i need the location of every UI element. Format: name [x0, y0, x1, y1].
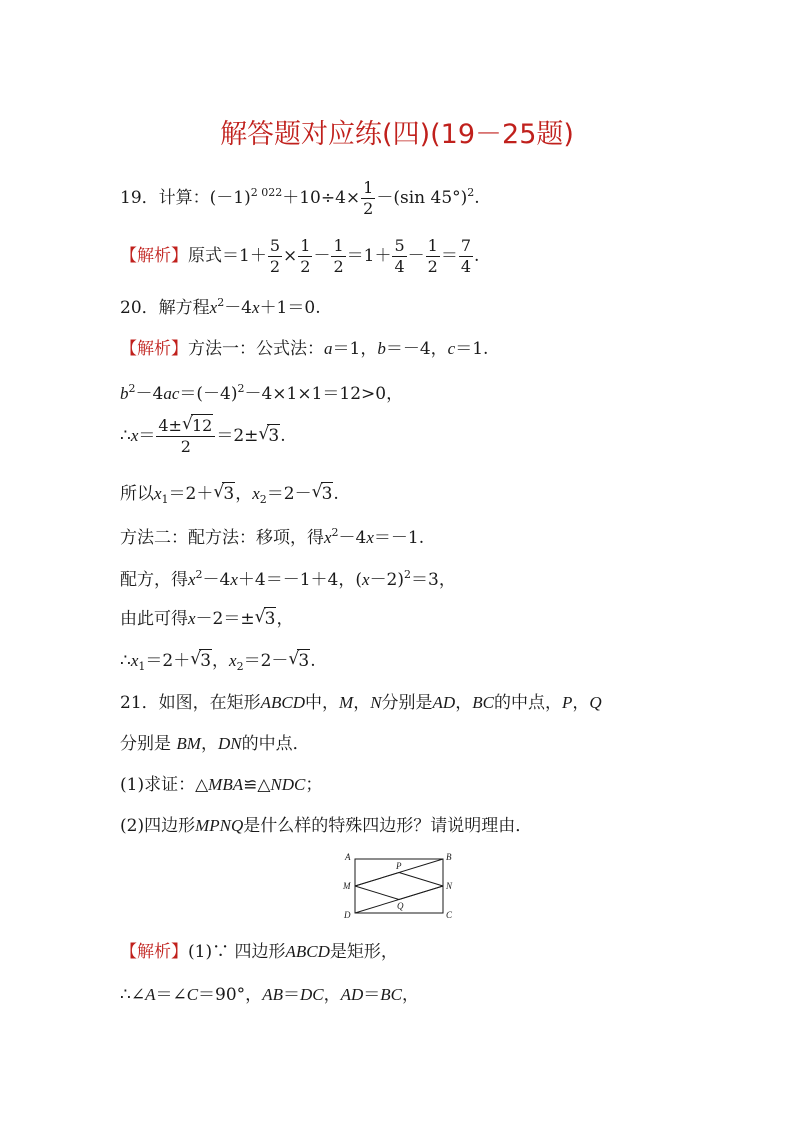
var-x: x	[154, 484, 162, 503]
q19-text: 计算：(－1)	[158, 188, 251, 208]
exp: 2	[404, 568, 412, 581]
frac-num: 5	[394, 236, 405, 255]
frac-den: 2	[427, 257, 438, 276]
subscript: 2	[259, 493, 267, 506]
label-dc: DC	[299, 985, 324, 1004]
var-x: x	[324, 528, 332, 547]
text: 所以	[120, 484, 154, 504]
frac-den: 2	[300, 257, 311, 276]
label-q: Q	[589, 693, 602, 712]
text: －4	[338, 528, 367, 548]
label-abcd: ABCD	[285, 942, 330, 961]
sqrt	[190, 649, 212, 671]
var-x: x	[188, 609, 196, 628]
text: －2)	[369, 570, 405, 590]
sqrt	[181, 414, 213, 435]
seg-mp	[355, 873, 399, 887]
frac-den: 4	[394, 257, 405, 276]
fraction	[361, 180, 375, 217]
radicand: 12	[191, 416, 213, 435]
radical-sign: √	[181, 414, 193, 434]
vertex-n: N	[446, 881, 453, 891]
text: ＝3，	[411, 570, 456, 590]
text: 是什么样的特殊四边形？请说明理由．	[243, 816, 533, 836]
text: ∴∠	[120, 985, 146, 1005]
answer-20-line-1	[120, 340, 488, 358]
text: －4	[202, 570, 231, 590]
exp: 2	[217, 296, 225, 309]
vertex-c: C	[446, 910, 453, 920]
text: ＝2－	[243, 651, 289, 671]
text: 分别是	[120, 734, 177, 754]
text: ＝－1.	[373, 528, 425, 548]
radicand: 3	[223, 484, 235, 504]
q19-exp: 2 022	[250, 186, 283, 199]
label-mpnq: MPNQ	[195, 816, 244, 835]
text: ，	[455, 693, 473, 713]
label-a: A	[145, 985, 156, 1004]
frac-den: 2	[333, 257, 344, 276]
radical-sign: √	[288, 649, 300, 669]
label-bm: BM	[176, 734, 201, 753]
fraction	[156, 414, 215, 456]
answer-20-line-3	[120, 414, 286, 456]
sqrt	[311, 482, 334, 504]
text: ，	[323, 985, 341, 1005]
exp: 2	[331, 526, 339, 539]
therefore: ∴	[120, 426, 131, 446]
text: 如图，在矩形	[158, 693, 261, 713]
text: ＝	[363, 985, 381, 1005]
radical-sign: √	[311, 482, 323, 502]
frac-num	[156, 414, 215, 437]
text: ＝∠	[155, 985, 187, 1005]
subscript: 2	[236, 660, 244, 673]
label-bc: BC	[380, 985, 402, 1004]
q20-text: 解方程	[158, 298, 210, 318]
text: ，	[402, 985, 419, 1005]
q19-end: .	[474, 188, 480, 208]
text: ＝2±	[216, 426, 259, 446]
text: .	[333, 484, 339, 504]
text: 的中点．	[241, 734, 310, 754]
text: ＝2＋	[145, 651, 191, 671]
analysis-label: 【解析】	[120, 246, 188, 266]
text: ＝2＋	[168, 484, 214, 504]
fraction	[298, 238, 312, 275]
text: ＝2－	[266, 484, 312, 504]
label-ad: AD	[340, 985, 364, 1004]
label-c: C	[186, 985, 199, 1004]
a-val: ＝1，	[332, 339, 378, 359]
method-1: 方法一：公式法：	[188, 339, 324, 359]
var-x: x	[230, 570, 238, 589]
var-b: b	[377, 339, 386, 358]
q19-tail: －(sin 45°)	[376, 188, 468, 208]
question-number: 20．	[120, 298, 159, 318]
text: 由此可得	[120, 609, 188, 629]
page-title: 解答题对应练(四)(19－25题)	[220, 119, 574, 150]
text: ＝90°，	[198, 985, 263, 1005]
question-21-line-1	[120, 694, 602, 712]
label-bc: BC	[472, 693, 494, 712]
answer-20-line-7	[120, 607, 294, 629]
question-number: 21．	[120, 693, 159, 713]
sqrt	[213, 482, 235, 504]
subscript: 1	[138, 660, 146, 673]
text: ≌△	[243, 775, 271, 795]
text: ，	[212, 651, 230, 671]
sqrt	[258, 424, 280, 446]
var-x: x	[209, 298, 218, 317]
fraction	[331, 238, 345, 275]
question-19	[120, 180, 480, 217]
var-x: x	[229, 651, 237, 670]
seg-pn	[399, 873, 443, 887]
rectangle-figure	[340, 851, 460, 921]
vertex-d: D	[344, 910, 351, 920]
label-n: N	[370, 693, 382, 712]
text: ，	[276, 609, 294, 629]
therefore: ∴	[120, 651, 131, 671]
answer-21-line-1	[120, 943, 398, 961]
text: ＝(－4)	[179, 384, 238, 404]
question-number: 19．	[120, 188, 159, 208]
exp: 2	[195, 568, 203, 581]
frac-num: 1	[333, 236, 344, 255]
frac-num: 1	[300, 236, 311, 255]
radicand: 3	[298, 651, 310, 671]
q20-rest: －4	[224, 298, 253, 318]
radicand: 3	[200, 651, 212, 671]
frac-den: 2	[269, 257, 281, 276]
radicand: 3	[321, 484, 333, 504]
text: 的中点，	[493, 693, 562, 713]
question-21-line-2	[120, 735, 310, 753]
sqrt	[254, 607, 277, 629]
radicand: 3	[268, 426, 280, 446]
label-ab: AB	[262, 985, 283, 1004]
analysis-label: 【解析】	[120, 942, 188, 962]
subscript: 1	[161, 493, 169, 506]
var-x: x	[252, 484, 260, 503]
text: －2＝±	[195, 609, 255, 629]
text: (1)求证：△	[120, 775, 209, 795]
answer-20-line-5	[120, 527, 424, 547]
vertex-b: B	[446, 852, 452, 862]
label-p: P	[561, 693, 573, 712]
text: 分别是	[381, 693, 433, 713]
text: 是矩形，	[329, 942, 398, 962]
b-val: ＝－4，	[385, 339, 448, 359]
a19-lead: 原式＝1＋	[188, 246, 267, 266]
text: ，	[200, 734, 218, 754]
q20-rest2: ＋1＝0.	[259, 298, 321, 318]
frac-num: 5	[269, 236, 281, 255]
text: 配方，得	[120, 570, 188, 590]
answer-20-line-8	[120, 649, 316, 673]
a19-eq: ＝1＋	[346, 246, 392, 266]
frac-den: 2	[180, 437, 191, 456]
a19-minus: －	[313, 246, 331, 266]
a19-end: .	[474, 246, 480, 266]
seg-mq	[355, 886, 399, 900]
var-b: b	[120, 384, 129, 403]
radicand: 3	[264, 609, 276, 629]
exp: 2	[237, 382, 245, 395]
sqrt	[288, 649, 310, 671]
var-c: c	[447, 339, 456, 358]
text: (2)四边形	[120, 816, 196, 836]
analysis-label: 【解析】	[120, 339, 188, 359]
text: .	[310, 651, 316, 671]
frac-num: 1	[363, 178, 374, 197]
text: ，	[235, 484, 253, 504]
var-x: x	[188, 570, 196, 589]
var-x: x	[130, 651, 139, 670]
a19-times: ×	[283, 246, 298, 266]
question-21-sub-2	[120, 817, 532, 835]
var-x: x	[362, 570, 370, 589]
text: －4	[135, 384, 164, 404]
var-x: x	[252, 298, 260, 317]
frac-den: 2	[363, 199, 374, 218]
text: 4±	[158, 416, 182, 435]
answer-20-line-4	[120, 482, 339, 506]
text: ；	[305, 775, 323, 795]
vertex-q: Q	[397, 901, 404, 911]
frac-num: 1	[427, 236, 438, 255]
label-ad: AD	[432, 693, 456, 712]
vertex-a: A	[345, 852, 351, 862]
frac-den: 4	[460, 257, 472, 276]
text: (1)∵ 四边形	[188, 942, 286, 962]
radical-sign: √	[258, 424, 270, 444]
a19-minus: －	[407, 246, 425, 266]
text: .	[280, 426, 286, 446]
q19-tail-exp: 2	[467, 186, 475, 199]
text: ＋4＝－1＋4，(	[237, 570, 363, 590]
question-21-sub-1	[120, 776, 322, 794]
a19-eq: ＝	[440, 246, 458, 266]
fraction	[426, 238, 440, 275]
fraction	[392, 238, 406, 275]
vertex-m: M	[343, 881, 351, 891]
label-ndc: NDC	[270, 775, 306, 794]
q19-mid: ＋10÷4×	[282, 188, 361, 208]
var-x: x	[130, 426, 139, 445]
text: ，	[572, 693, 590, 713]
label-mba: MBA	[208, 775, 244, 794]
radical-sign: √	[254, 607, 266, 627]
label-m: M	[339, 693, 354, 712]
vertex-p: P	[396, 861, 402, 871]
var-ac: ac	[163, 384, 180, 403]
frac-num: 7	[460, 236, 472, 255]
exp: 2	[128, 382, 136, 395]
answer-21-line-2	[120, 986, 419, 1004]
radical-sign: √	[190, 649, 202, 669]
c-val: ＝1.	[455, 339, 489, 359]
answer-20-line-2	[120, 383, 403, 403]
fraction	[268, 238, 282, 275]
label-abcd: ABCD	[260, 693, 306, 712]
question-20	[120, 297, 321, 317]
text: ＝	[282, 985, 300, 1005]
var-x: x	[366, 528, 374, 547]
seg-qn	[399, 886, 443, 900]
label-dn: DN	[217, 734, 242, 753]
answer-19	[120, 238, 479, 275]
var-a: a	[324, 339, 333, 358]
text: 方法二：配方法：移项，得	[120, 528, 324, 548]
text: 中，	[305, 693, 340, 713]
text: ＝	[138, 426, 156, 446]
text: ，	[353, 693, 371, 713]
answer-20-line-6	[120, 569, 456, 589]
radical-sign: √	[213, 482, 225, 502]
fraction	[459, 238, 473, 275]
text: －4×1×1＝12>0，	[244, 384, 404, 404]
